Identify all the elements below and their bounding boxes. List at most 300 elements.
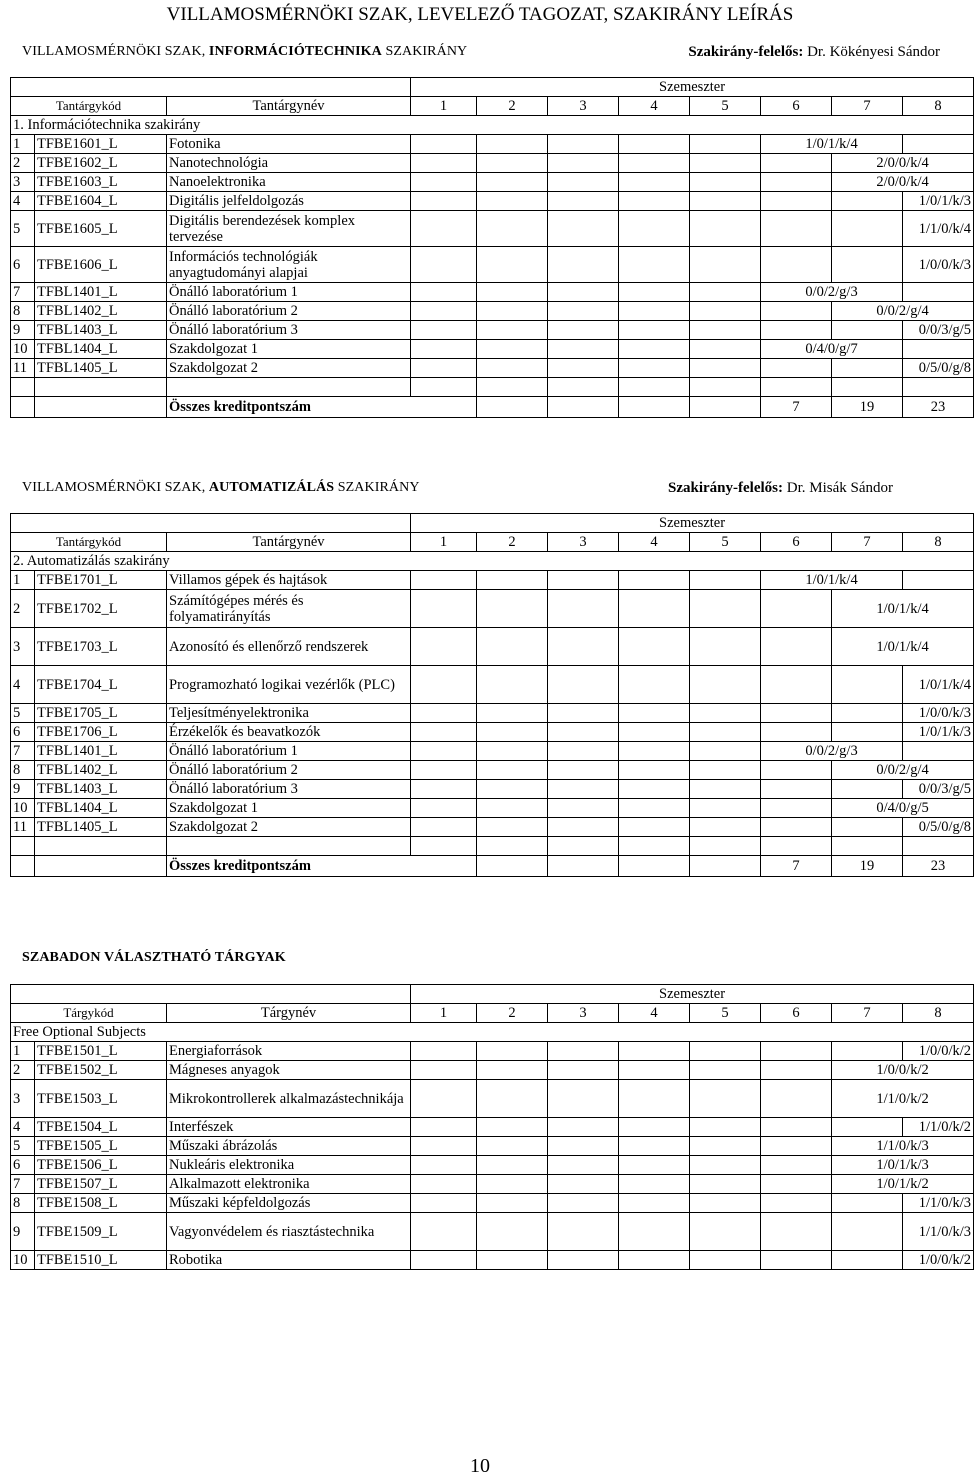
empty-cell [548, 378, 619, 397]
empty-cell [761, 780, 832, 799]
table-row [11, 340, 974, 359]
credit-value [903, 723, 974, 742]
group-title: Free Optional Subjects [11, 1023, 974, 1042]
col-code-header: Tárgykód [11, 1004, 167, 1023]
empty-cell [477, 818, 548, 837]
empty-cell [619, 378, 690, 397]
credit-value [903, 1213, 974, 1251]
credit-value [761, 571, 903, 590]
empty-cell [832, 723, 903, 742]
row-number: 8 [11, 1194, 35, 1213]
empty-cell [477, 837, 548, 856]
empty-cell [548, 571, 619, 590]
empty-cell [690, 211, 761, 247]
credit-value [761, 135, 903, 154]
empty-cell [903, 837, 974, 856]
credit-text: 1/0/1/k/4 [876, 600, 929, 617]
section-1-heading [22, 44, 467, 60]
section-2-heading [22, 480, 420, 496]
empty-cell [548, 192, 619, 211]
credit-text: 0/0/2/g/3 [805, 284, 858, 300]
empty-cell [477, 666, 548, 704]
empty-cell [411, 799, 477, 818]
empty-cell [690, 590, 761, 628]
semester-number: 2 [477, 97, 548, 116]
empty-cell [411, 283, 477, 302]
row-number: 9 [11, 321, 35, 340]
course-code: TFBE1501_L [35, 1042, 167, 1061]
empty-cell [411, 321, 477, 340]
course-name: Mágneses anyagok [167, 1061, 411, 1080]
row-number: 6 [11, 723, 35, 742]
row-number: 2 [11, 1061, 35, 1080]
empty-cell [690, 818, 761, 837]
row-number: 11 [11, 359, 35, 378]
course-name: Interfészek [167, 1118, 411, 1137]
course-code: TFBL1401_L [35, 742, 167, 761]
empty-cell [411, 1042, 477, 1061]
empty-cell [761, 321, 832, 340]
course-code: TFBE1705_L [35, 704, 167, 723]
course-name: Alkalmazott elektronika [167, 1175, 411, 1194]
empty-cell [548, 321, 619, 340]
empty-cell [619, 704, 690, 723]
empty-cell [548, 211, 619, 247]
row-number: 4 [11, 666, 35, 704]
empty-cell [477, 211, 548, 247]
empty-cell [411, 1175, 477, 1194]
empty-cell [477, 1156, 548, 1175]
semester-number: 1 [411, 1004, 477, 1023]
row-number: 5 [11, 704, 35, 723]
empty-cell [477, 1175, 548, 1194]
course-name: Villamos gépek és hajtások [167, 571, 411, 590]
empty-cell [690, 723, 761, 742]
empty-cell [619, 1175, 690, 1194]
empty-cell [548, 837, 619, 856]
section-1-heading-prefix: VILLAMOSMÉRNÖKI SZAK, [22, 44, 209, 59]
credit-text: 0/4/0/g/5 [876, 800, 929, 816]
empty-cell [411, 628, 477, 666]
empty-cell [832, 818, 903, 837]
empty-cell [477, 154, 548, 173]
course-name: Információs technológiák anyagtudományi alapjai [167, 247, 411, 283]
empty-cell [761, 1061, 832, 1080]
course-name: Érzékelők és beavatkozók [167, 723, 411, 742]
empty-cell [477, 799, 548, 818]
empty-cell [690, 1080, 761, 1118]
empty-cell [690, 761, 761, 780]
empty-cell [832, 247, 903, 283]
table-row [11, 742, 974, 761]
empty-cell [761, 1080, 832, 1118]
empty-cell [411, 1251, 477, 1270]
row-number: 3 [11, 628, 35, 666]
table-row [11, 1118, 974, 1137]
row-number: 11 [11, 818, 35, 837]
table-row [11, 1194, 974, 1213]
col-name-header: Tantárgynév [167, 533, 411, 552]
total-value: 19 [832, 397, 903, 418]
empty-cell [690, 192, 761, 211]
empty-cell [411, 211, 477, 247]
empty-cell [411, 1137, 477, 1156]
empty-cell [11, 378, 35, 397]
empty-cell [411, 154, 477, 173]
empty-cell [761, 247, 832, 283]
course-name: Szakdolgozat 1 [167, 799, 411, 818]
course-code: TFBE1505_L [35, 1137, 167, 1156]
table-row [11, 704, 974, 723]
empty-cell [411, 818, 477, 837]
credit-text: 1/1/0/k/3 [918, 1223, 972, 1240]
credit-text: 1/0/1/k/3 [918, 724, 972, 740]
empty-cell [477, 1080, 548, 1118]
page-title: VILLAMOSMÉRNÖKI SZAK, LEVELEZŐ TAGOZAT, SZAKIRÁNY LEÍRÁS [166, 4, 794, 25]
credit-text: 0/0/2/g/4 [876, 762, 929, 778]
empty-cell [619, 780, 690, 799]
empty-cell [690, 283, 761, 302]
empty-cell [411, 359, 477, 378]
empty-cell [167, 837, 411, 856]
credit-value [832, 1137, 974, 1156]
empty-cell [477, 302, 548, 321]
empty-cell [761, 837, 832, 856]
row-number: 10 [11, 1251, 35, 1270]
empty-cell [690, 856, 761, 877]
course-name: Önálló laboratórium 3 [167, 780, 411, 799]
empty-cell [548, 397, 619, 418]
section-3-heading [22, 950, 286, 966]
table-row [11, 321, 974, 340]
empty-cell [619, 1251, 690, 1270]
col-name-header: Tantárgynév [167, 97, 411, 116]
empty-cell [548, 1118, 619, 1137]
course-code: TFBL1402_L [35, 302, 167, 321]
semester-number: 6 [761, 97, 832, 116]
empty-cell [690, 780, 761, 799]
course-code: TFBL1404_L [35, 799, 167, 818]
row-number: 8 [11, 302, 35, 321]
empty-cell [903, 742, 974, 761]
empty-cell [411, 837, 477, 856]
section-1-table [10, 77, 974, 418]
empty-cell [35, 378, 167, 397]
empty-cell [761, 799, 832, 818]
course-name: Teljesítményelektronika [167, 704, 411, 723]
page-number: 10 [470, 1455, 490, 1477]
empty-cell [619, 211, 690, 247]
row-number: 4 [11, 1118, 35, 1137]
blank-cell [11, 78, 411, 97]
empty-cell [477, 723, 548, 742]
course-name: Önálló laboratórium 2 [167, 302, 411, 321]
credit-value [761, 283, 903, 302]
empty-cell [832, 1213, 903, 1251]
semester-number: 3 [548, 97, 619, 116]
empty-cell [477, 742, 548, 761]
semester-number: 4 [619, 1004, 690, 1023]
empty-cell [903, 378, 974, 397]
course-code: TFBL1405_L [35, 818, 167, 837]
empty-cell [477, 856, 548, 877]
empty-cell [548, 590, 619, 628]
empty-cell [690, 837, 761, 856]
empty-cell [548, 247, 619, 283]
course-name: Vagyonvédelem és riasztástechnika [167, 1213, 411, 1251]
empty-cell [619, 1118, 690, 1137]
empty-cell [411, 340, 477, 359]
credit-value [832, 302, 974, 321]
empty-cell [761, 590, 832, 628]
semester-number: 4 [619, 97, 690, 116]
credit-text: 0/5/0/g/8 [918, 819, 972, 835]
credit-text: 1/0/0/k/2 [918, 1043, 972, 1059]
empty-cell [619, 302, 690, 321]
credit-value [832, 799, 974, 818]
credit-value [832, 1156, 974, 1175]
credit-text: 1/1/0/k/4 [918, 220, 972, 237]
empty-cell [548, 302, 619, 321]
table-row [11, 1251, 974, 1270]
empty-cell [619, 1213, 690, 1251]
row-number: 7 [11, 742, 35, 761]
empty-cell [690, 1137, 761, 1156]
empty-cell [548, 173, 619, 192]
empty-cell [35, 837, 167, 856]
course-name: Energiaforrások [167, 1042, 411, 1061]
empty-cell [619, 359, 690, 378]
empty-cell [619, 1156, 690, 1175]
empty-cell [619, 799, 690, 818]
empty-cell [411, 742, 477, 761]
empty-cell [548, 1137, 619, 1156]
empty-cell [167, 378, 411, 397]
table-row [11, 173, 974, 192]
credit-text: 1/1/0/k/3 [876, 1138, 929, 1154]
empty-cell [411, 723, 477, 742]
table-row [11, 1137, 974, 1156]
empty-cell [832, 192, 903, 211]
course-name: Fotonika [167, 135, 411, 154]
empty-cell [619, 247, 690, 283]
empty-cell [832, 321, 903, 340]
total-value: 7 [761, 856, 832, 877]
empty-cell [411, 1213, 477, 1251]
course-code: TFBL1403_L [35, 321, 167, 340]
credit-text: 1/0/1/k/3 [918, 193, 972, 209]
empty-cell [548, 818, 619, 837]
credit-value [903, 818, 974, 837]
empty-cell [411, 1080, 477, 1118]
credit-text: 0/4/0/g/7 [805, 341, 858, 357]
course-name: Önálló laboratórium 1 [167, 742, 411, 761]
credit-text: 2/0/0/k/4 [876, 174, 929, 190]
empty-cell [761, 1251, 832, 1270]
course-code: TFBE1502_L [35, 1061, 167, 1080]
course-name: Számítógépes mérés és folyamatirányítás [167, 590, 411, 628]
empty-cell [761, 723, 832, 742]
credit-value [903, 192, 974, 211]
empty-cell [548, 761, 619, 780]
course-code: TFBE1604_L [35, 192, 167, 211]
section-2-responsible [668, 480, 893, 497]
semester-number: 3 [548, 1004, 619, 1023]
credit-value [903, 780, 974, 799]
credit-text: 1/0/1/k/4 [805, 572, 858, 588]
course-name: Önálló laboratórium 1 [167, 283, 411, 302]
semester-number: 8 [903, 1004, 974, 1023]
total-value: 23 [903, 856, 974, 877]
empty-cell [411, 1156, 477, 1175]
empty-cell [548, 742, 619, 761]
course-code: TFBL1402_L [35, 761, 167, 780]
empty-cell [548, 1042, 619, 1061]
semester-number: 2 [477, 1004, 548, 1023]
credit-text: 1/0/1/k/2 [876, 1176, 929, 1192]
empty-cell [548, 154, 619, 173]
row-number: 2 [11, 590, 35, 628]
row-number: 1 [11, 135, 35, 154]
empty-cell [761, 704, 832, 723]
empty-cell [761, 1194, 832, 1213]
empty-cell [761, 211, 832, 247]
empty-cell [619, 590, 690, 628]
empty-cell [690, 1061, 761, 1080]
empty-cell [548, 704, 619, 723]
empty-cell [690, 666, 761, 704]
empty-cell [619, 856, 690, 877]
section-1-responsible [688, 44, 940, 61]
credit-text: 0/0/2/g/3 [805, 743, 858, 759]
row-number: 6 [11, 247, 35, 283]
col-code-header: Tantárgykód [11, 97, 167, 116]
semester-number: 8 [903, 97, 974, 116]
empty-cell [690, 1213, 761, 1251]
empty-cell [477, 321, 548, 340]
empty-cell [619, 742, 690, 761]
row-number: 7 [11, 1175, 35, 1194]
course-code: TFBL1401_L [35, 283, 167, 302]
course-name: Azonosító és ellenőrző rendszerek [167, 628, 411, 666]
course-code: TFBE1602_L [35, 154, 167, 173]
empty-cell [761, 1156, 832, 1175]
empty-cell [548, 780, 619, 799]
section-2-heading-prefix: VILLAMOSMÉRNÖKI SZAK, [22, 480, 209, 495]
empty-cell [548, 1080, 619, 1118]
credit-value [761, 340, 903, 359]
credit-text: 0/0/2/g/4 [876, 303, 929, 319]
empty-cell [832, 666, 903, 704]
credit-value [903, 1251, 974, 1270]
empty-cell [761, 1175, 832, 1194]
course-name: Mikrokontrollerek alkalmazástechnikája [167, 1080, 411, 1118]
course-code: TFBE1508_L [35, 1194, 167, 1213]
table-row [11, 628, 974, 666]
empty-cell [903, 340, 974, 359]
col-name-header: Tárgynév [167, 1004, 411, 1023]
empty-cell [761, 666, 832, 704]
group-title: 2. Automatizálás szakirány [11, 552, 974, 571]
empty-cell [832, 1251, 903, 1270]
empty-cell [548, 1251, 619, 1270]
empty-cell [35, 397, 167, 418]
semester-number: 7 [832, 533, 903, 552]
empty-cell [619, 1042, 690, 1061]
empty-cell [832, 359, 903, 378]
empty-cell [903, 571, 974, 590]
empty-cell [690, 247, 761, 283]
course-code: TFBL1404_L [35, 340, 167, 359]
empty-cell [477, 761, 548, 780]
empty-cell [477, 135, 548, 154]
empty-cell [411, 666, 477, 704]
empty-cell [477, 340, 548, 359]
empty-cell [477, 1251, 548, 1270]
empty-cell [411, 590, 477, 628]
credit-value [903, 666, 974, 704]
credit-value [903, 1194, 974, 1213]
semester-number: 1 [411, 97, 477, 116]
course-code: TFBE1606_L [35, 247, 167, 283]
empty-cell [832, 1118, 903, 1137]
table-row [11, 723, 974, 742]
empty-cell [690, 154, 761, 173]
course-name: Önálló laboratórium 3 [167, 321, 411, 340]
empty-cell [690, 1251, 761, 1270]
empty-cell [619, 1194, 690, 1213]
credit-value [832, 628, 974, 666]
empty-cell [761, 1118, 832, 1137]
empty-cell [477, 1118, 548, 1137]
credit-text: 1/0/0/k/2 [918, 1252, 972, 1268]
empty-cell [411, 704, 477, 723]
course-name: Önálló laboratórium 2 [167, 761, 411, 780]
total-value: 7 [761, 397, 832, 418]
empty-cell [690, 1156, 761, 1175]
empty-cell [477, 571, 548, 590]
empty-cell [548, 135, 619, 154]
section-2-responsible-name: Dr. Misák Sándor [786, 480, 893, 496]
semester-number: 6 [761, 1004, 832, 1023]
table-row [11, 666, 974, 704]
empty-cell [11, 397, 35, 418]
credit-value [903, 1042, 974, 1061]
empty-cell [903, 135, 974, 154]
empty-cell [548, 1156, 619, 1175]
empty-cell [411, 780, 477, 799]
credit-text: 0/0/3/g/5 [918, 781, 972, 797]
empty-cell [548, 1194, 619, 1213]
total-label-text: Összes kreditpontszám [169, 858, 311, 874]
credit-value [761, 742, 903, 761]
empty-cell [832, 211, 903, 247]
table-row [11, 192, 974, 211]
course-code: TFBE1703_L [35, 628, 167, 666]
empty-cell [761, 154, 832, 173]
course-code: TFBE1601_L [35, 135, 167, 154]
credit-text: 0/0/3/g/5 [918, 322, 972, 338]
empty-cell [35, 856, 167, 877]
semester-number: 2 [477, 533, 548, 552]
empty-cell [619, 837, 690, 856]
table-row [11, 247, 974, 283]
empty-cell [548, 799, 619, 818]
table-row [11, 1156, 974, 1175]
empty-cell [548, 1061, 619, 1080]
empty-cell [548, 1213, 619, 1251]
row-number: 7 [11, 283, 35, 302]
